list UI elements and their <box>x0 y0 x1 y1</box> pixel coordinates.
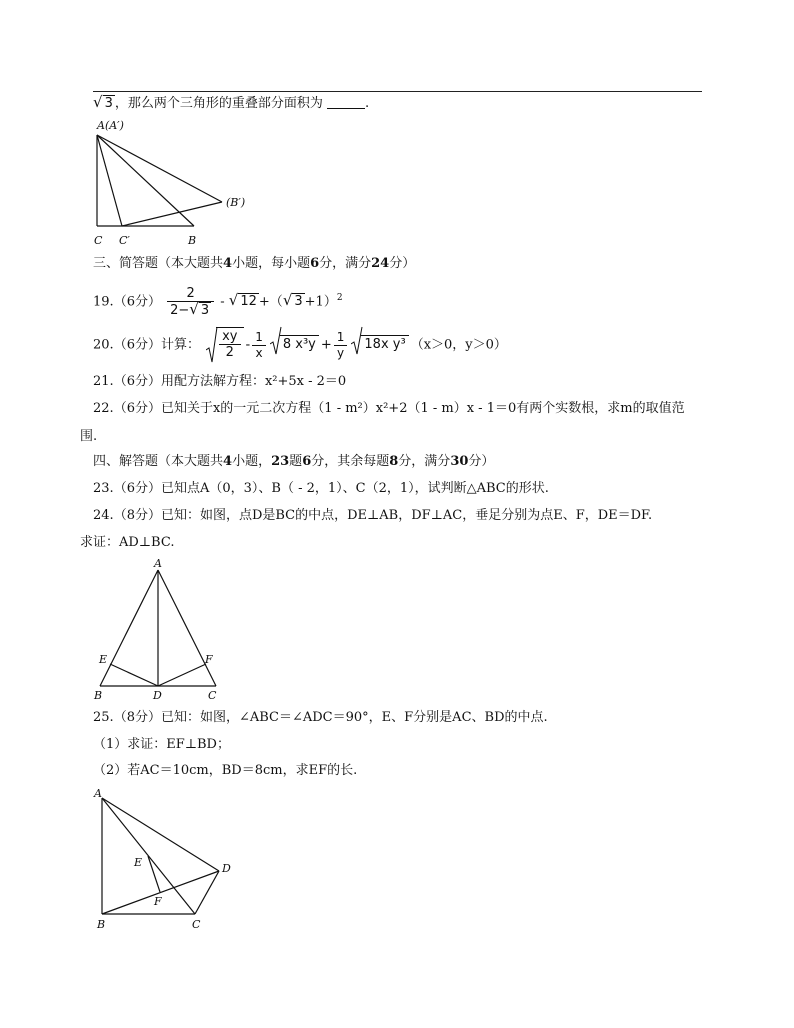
label-B: B <box>94 689 103 702</box>
label-F: F <box>154 895 162 908</box>
question-22-cont: 围. <box>80 429 98 444</box>
header-rule <box>93 91 702 92</box>
label-E: E <box>99 653 108 666</box>
label-B: B <box>188 234 197 247</box>
sqrt-3: √ 3 <box>282 291 303 310</box>
sqrt-12: √ 12 <box>228 291 257 310</box>
sqrt-expression: √ 3 <box>93 93 113 111</box>
section-3-heading: 三、简答题（本大题共4小题，每小题6分，满分24分） <box>93 256 416 271</box>
question-22: 22.（6分）已知关于x的一元二次方程（1 - m²）x²+2（1 - m）x - 1＝0有两个实数根，求m的取值范 <box>93 401 685 416</box>
label-B: B <box>97 918 106 931</box>
label-A: A <box>94 787 102 800</box>
label-D: D <box>153 689 162 702</box>
question-21: 21.（6分）用配方法解方程：x²+5x - 2＝0 <box>93 374 347 389</box>
label-A: A(A′) <box>97 119 124 132</box>
figure-1-triangles <box>88 116 268 250</box>
figure-3-quadrilateral <box>88 784 248 934</box>
label-C: C <box>192 918 201 931</box>
answer-blank[interactable] <box>327 96 365 109</box>
question-20: 20.（6分）计算： $\frac{xy}{2}$ - $\frac{1}{x}$ 8 x³y + $\frac{1}{y}$ 18x y³ （x＞0，y＞0） <box>93 326 507 365</box>
question-24-prove: 求证：AD⊥BC. <box>80 535 175 550</box>
sqrt-fraction: $\frac{xy}{2}$ <box>206 326 243 364</box>
label-F: F <box>205 653 213 666</box>
section-4-heading: 四、解答题（本大题共4小题，23题6分，其余每题8分，满分30分） <box>93 454 495 469</box>
question-23: 23.（6分）已知点A（0，3）、B（ - 2，1）、C（2，1），试判断△ABC的形状. <box>93 481 549 496</box>
question-25-part-2: （2）若AC＝10cm，BD＝8cm，求EF的长. <box>93 763 358 778</box>
question-19: 19.（6分） $\frac{2}{2-√ 3}$ - √ 12 +（√ 3 +1）$^2$ <box>93 280 343 320</box>
label-D: D <box>222 862 231 875</box>
question-18-tail: √ 3 ，那么两个三角形的重叠部分面积为 . <box>93 93 370 111</box>
label-B-prime: (B′) <box>226 196 246 209</box>
label-C: C <box>208 689 217 702</box>
figure-2-isoceles <box>88 556 228 704</box>
label-C: C <box>94 234 103 247</box>
sqrt-18xy3: 18x y³ <box>351 326 408 364</box>
question-25-part-1: （1）求证：EF⊥BD； <box>93 737 230 752</box>
label-E: E <box>134 856 143 869</box>
fraction: $\frac{2}{2-√ 3}$ <box>167 286 214 318</box>
question-24: 24.（8分）已知：如图，点D是BC的中点，DE⊥AB，DF⊥AC，垂足分别为点E、F，DE＝DF. <box>93 508 653 523</box>
question-25: 25.（8分）已知：如图，∠ABC＝∠ADC＝90°，E、F分别是AC、BD的中点. <box>93 710 548 725</box>
sqrt-8x3y: 8 x³y <box>270 326 319 364</box>
label-C-prime: C′ <box>119 234 130 247</box>
label-A: A <box>154 557 162 570</box>
